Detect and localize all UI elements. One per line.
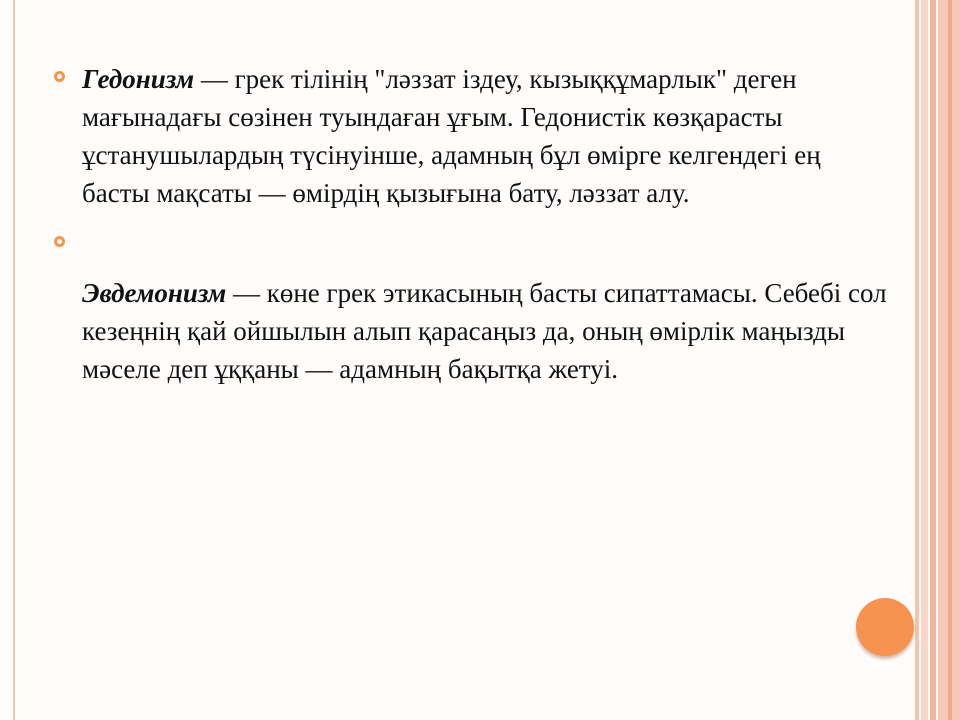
term-eudaemonism: Эвдемонизм <box>82 278 227 308</box>
definition-eudaemonism: — көне грек этикасының басты сипаттамасы. Себебі сол кезеңнің қай ойшылын алып қарасаңыз да, оның өмірлік маңызды мәселе деп ұққаны — адамның бақытқа жетуі. <box>82 278 887 384</box>
circle-bullet-icon <box>54 236 65 247</box>
slide-body <box>54 60 894 388</box>
left-border-line <box>13 0 15 720</box>
definition-hedonism: — грек тілінің "ләззат іздеу, кызыққұмарлык" деген мағынадағы сөзінен туындаған ұғым. Гедонистік көзқарасты ұстанушылардың түсінуінше, адамның бұл өмірге келгендегі ең басты мақсаты — өмірдің қызығына бату, ләззат алу. <box>82 64 821 208</box>
list-item <box>54 228 894 266</box>
circle-bullet-icon <box>54 71 65 82</box>
orange-circle-decoration <box>856 598 914 656</box>
list-item-continuation <box>54 274 894 388</box>
right-stripe-decoration <box>915 0 960 720</box>
term-hedonism: Гедонизм <box>82 64 195 94</box>
list-item <box>54 60 894 212</box>
